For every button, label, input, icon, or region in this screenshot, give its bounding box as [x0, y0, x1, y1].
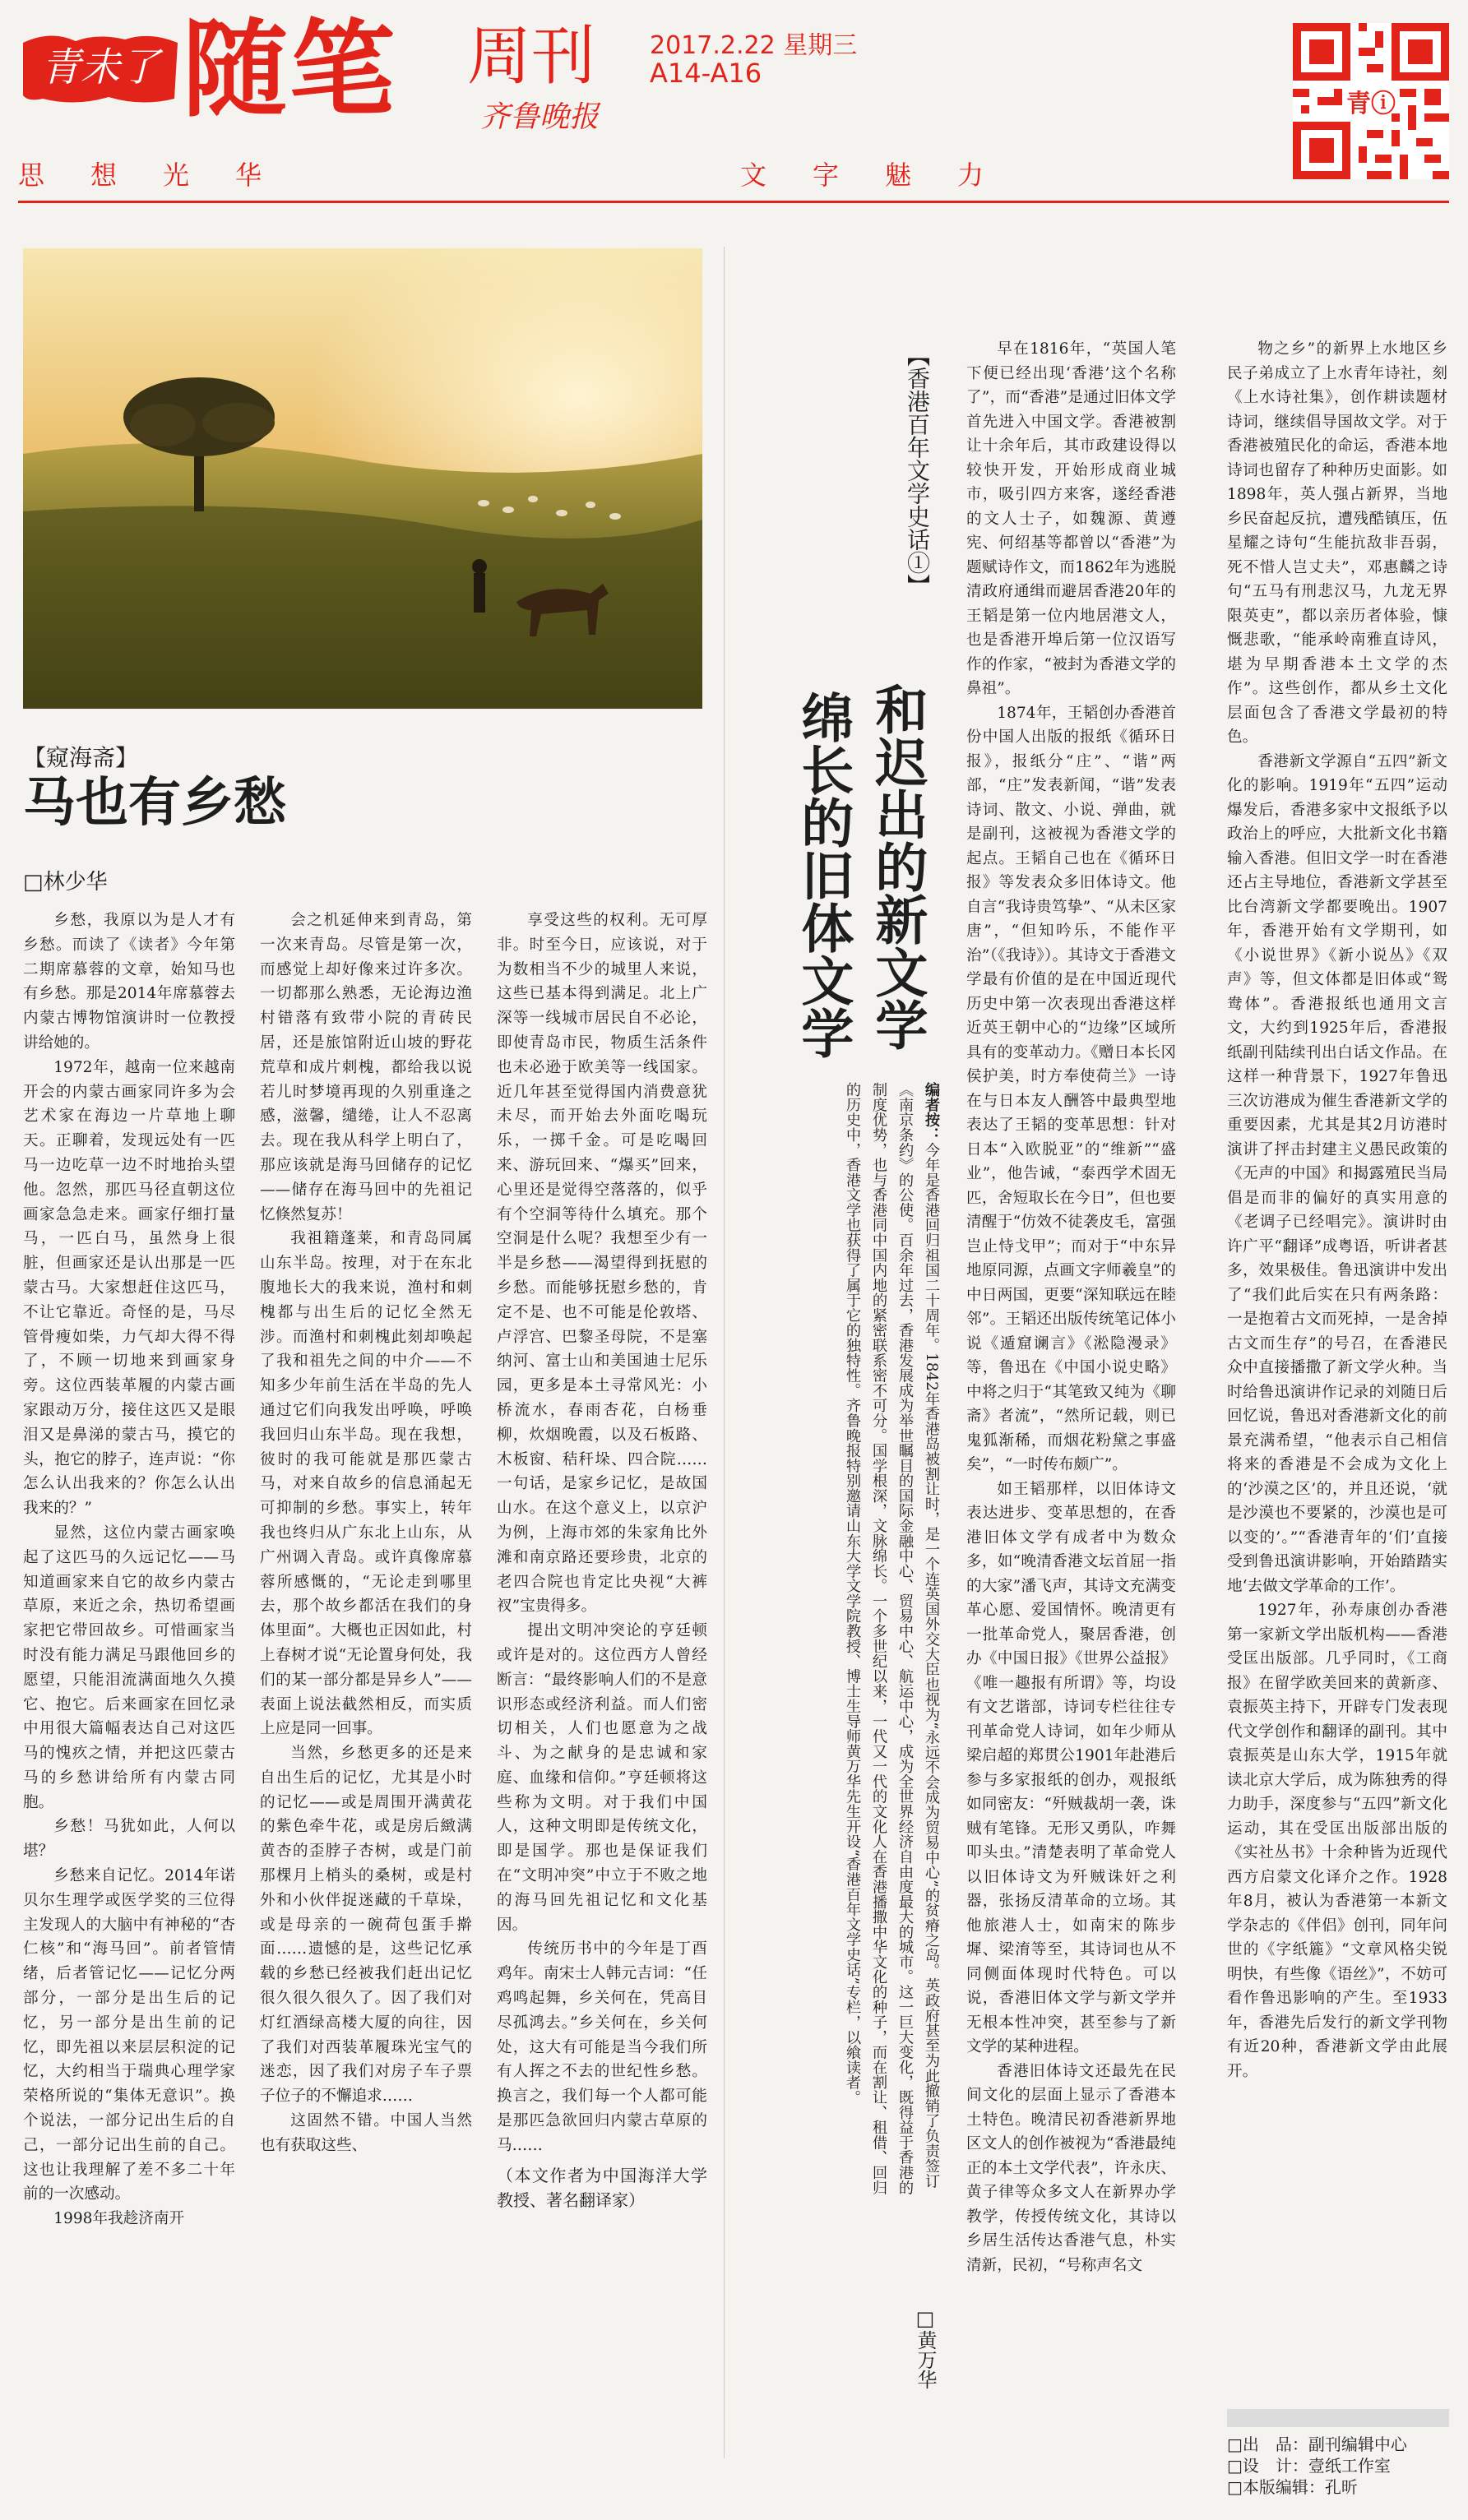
landscape-photo — [23, 248, 702, 709]
article-column-3 — [497, 909, 707, 2213]
slogan-left: 思想光华 — [18, 160, 308, 191]
paragraph: 当然，乡愁更多的还是来自出生后的记忆，尤其是小时的记忆——或是周围开满黄花的紫色牵牛花，或是房后緻满黄杏的歪脖子杏树，或是门前那棵月上梢头的桑树，或是村外和小伙伴捉迷藏的千草垛，或是母亲的一碗荷包蛋手擀面……遗憾的是，这些记忆承载的乡愁已经被我们赶出记忆很久很久很久了。因了我们对灯红酒绿高楼大厦的向往，因了我们对西装革履珠光宝气的迷恋，因了我们对房子车子票子位子的不懈追求…… — [260, 1745, 472, 2106]
right-author: □黄万华 — [914, 2307, 937, 2389]
paragraph: 提出文明冲突论的亨廷顿或许是对的。这位西方人曾经断言：“最终影响人们的不是意识形态或经济利益。而人们密切相关，人们也愿意为之战斗、为之献身的是忠诚和家庭、血缘和信仰。”亨廷顿将这些称为文明。对于我们中国人，这种文明即是传统文化，即是国学。那也是保证我们在“文明冲突”中立于不败之地的海马回先祖记忆和文化基因。 — [497, 1622, 707, 1934]
weekly-label: 周刊 — [467, 20, 596, 94]
paragraph: 1927年，孙寿康创办香港第一家新文学出版机构——香港受匡出版部。几乎同时，《工商报》在留学欧美回来的黄新彦、袁振英主持下，开辟专门发表现代文学创作和翻译的副刊。其中袁振英是山东大学，1915年就读北京大学后，成为陈独秀的得力助手，深度参与“五四”新文化运动，其在受匡出版部出版的《实社丛书》十余种皆为近现代西方启蒙文化译介之作。1928年8月，被认为香港第一本新文学杂志的《伴侣》创刊，同年问世的《字纸簏》“文章风格尖锐明快，有些像《语丝》”，不妨可看作鲁迅影响的产生。至1933年，香港先后发行的新文学刊物有近20种，香港新文学由此展开。 — [1227, 1602, 1447, 2080]
paragraph: 乡愁，我原以为是人才有乡愁。而读了《读者》今年第二期席慕蓉的文章，始知马也有乡愁。那是2014年席慕蓉去内蒙古博物馆演讲时一位教授讲给她的。 — [23, 912, 235, 1052]
paragraph: 1874年，王韬创办香港首份中国人出版的报纸《循环日报》，报纸分“庄”、“谐”两部，“庄”发表新闻，“谐”发表诗词、散文、小说、弹曲，就是副刊，这被视为香港文学的起点。王韬自己也在《循环日报》等发表众多旧体诗文。他自言“我诗贵笃挚”、“从未区家唐”，“但知吟乐，不能作平治”（《我诗》）。其诗文于香港文学最有价值的是在中国近现代历史中第一次表现出香港这样近英王朝中心的“边缘”区域所具有的变革动力。《赠日本长冈侯护美，时方奉使荷兰》一诗在与日本友人酬答中最典型地表达了王韬的变革思想：针对日本“入欧脱亚”的“维新”“盛业”，他告诫，“泰西学术固无匹，舍短取长在今日”，但也要清醒于“仿效不徒袭皮毛，富强岂止恃戈甲”；而对于“中东异地原同源，点画文字师羲皇”的中日两国，更要“深知联远在睦邻”。王韬还出版传统笔记体小说《遁窟谰言》《淞隐漫录》等，鲁迅在《中国小说史略》中将之归于“其笔致又纯为《聊斋》者流”，“然所记载，则已鬼狐渐稀，而烟花粉黛之事盛矣”，“一时传布颇广”。 — [966, 704, 1176, 1473]
editor-label: 编者按： — [923, 1082, 940, 1143]
article-title: 马也有乡愁 — [23, 773, 286, 834]
article-column-5 — [1227, 337, 1447, 2083]
editor-note-text: 今年是香港回归祖国二十周年。1842年香港岛被割让时，是一个连英国外交大臣也视为“永远不会成为贸易中心”的贫瘠之岛。英政府甚至为此撤销了负责签订《南京条约》的公使。百余年过去，香港发展成为举世瞩目的国际金融中心、贸易中心、航运中心，成为全世界经济自由度最大的城市。这一巨大变化，既得益于香港的制度优势，也与香港同中国内地的紧密联系密不可分。国学根深，文脉绵长。一个多世纪以来，一代又一代的文化人在香港播撒中华文化的种子，而在割让、租借、回归的历史中，香港文学也获得了属于它的独特性。齐鲁晚报特别邀请山东大学文学院教授、博士生导师黄万华先生开设“香港百年文学史话”专栏，以飨读者。 — [844, 1082, 940, 2195]
paragraph: 这固然不错。中国人当然也有获取这些、 — [260, 2112, 472, 2154]
paragraph: 香港新文学源自“五四”新文化的影响。1919年“五四”运动爆发后，香港多家中文报纸予以政治上的呼应，大批新文化书籍输入香港。但旧文学一时在香港还占主导地位，香港新文学甚至比台湾新文学都要晚出。1907年，香港开始有文学期刊，如《小说世界》《新小说丛》《双声》等，但文体都是旧体或“鸳鸯体”。香港报纸也通用文言文，大约到1925年后，香港报纸副刊陆续刊出白话文作品。在这样一种背景下，1927年鲁迅三次访港成为催生香港新文学的重要因素，尤其是其2月访港时演讲了抨击封建主义愚民政策的《无声的中国》和揭露殖民当局倡是而非的偏好的真实用意的《老调子已经唱完》。演讲时由许广平“翻译”成粤语，听讲者甚多，效果极佳。鲁迅演讲中发出了“我们此后实在只有两条路：一是抱着古文而死掉，一是舍掉古文而生存”的号召，在香港民众中直接播撒了新文学火种。当时给鲁迅演讲作记录的刘随日后回忆说，鲁迅对香港新文化的前景充满希望，“他表示自己相信将来的香港是不会成为文化上的‘沙漠之区’的，并且还说，‘就是沙漠也不要紧的，沙漠也是可以变的’。”“香港青年的‘们’直接受到鲁迅演讲影响，开始踏踏实地‘去做文学革命的工作’。 — [1227, 752, 1447, 1595]
imprint-line: □出 品：副刊编辑中心 — [1227, 2434, 1407, 2454]
column-tag: 【窥海斋】 — [23, 744, 139, 771]
article-column-1 — [23, 909, 235, 2231]
masthead-rule — [18, 201, 1449, 203]
paragraph: 1972年，越南一位来越南开会的内蒙古画家同许多为会艺术家在海边一片草地上聊天。正聊着，发现远处有一匹马一边吃草一边不时地抬头望他。忽然，那匹马径直朝这位画家急急走来。画家仔细打量马，一匹白马，虽然身上很脏，但画家还是认出那是一匹蒙古马。大家想赶住这匹马，不让它靠近。奇怪的是，马尽管骨瘦如柴，力气却大得不得了，不顾一切地来到画家身旁。这位西装革履的内蒙古画家跟动万分，接住这匹又是眼泪又是鼻涕的蒙古马，摸它的头，抱它的脖子，连声说：“你怎么认出我来的？你怎么认出我来的？” — [23, 1058, 235, 1518]
imprint-line: □设 计：壹纸工作室 — [1227, 2456, 1391, 2476]
paragraph: 乡愁！马犹如此，人何以堪？ — [23, 1818, 235, 1861]
article-column-2 — [260, 909, 472, 2158]
author-note: （本文作者为中国海洋大学教授、著名翻译家） — [497, 2165, 707, 2210]
headline-line-2: 绵长的旧体文学 — [792, 691, 854, 1059]
series-tag: 【香港百年文学史话①】 — [904, 344, 931, 597]
paragraph: 会之机延伸来到青岛，第一次来青岛。尽管是第一次，而感觉上却好像来过许多次。一切都那么熟悉，无论海边渔村错落有致带小院的青砖民居，还是旅馆附近山坡的野花荒草和成片刺槐，都给我以说若儿时梦境再现的久别重逢之感，滋馨，缱绻，让人不忍离去。现在我从科学上明白了，那应该就是海马回储存的记忆——储存在海马回中的先祖记忆倏然复苏！ — [260, 912, 472, 1223]
paragraph: 享受这些的权利。无可厚非。时至今日，应该说，对于为数相当不少的城里人来说，这些已基本得到满足。北上广深等一线城市居民自不必论，即使青岛市民，物质生活条件也未必逊于欧美等一线国家。近几年甚至觉得国内消费意犹未尽，而开始去外面吃喝玩乐，一掷千金。可是吃喝回来、游玩回来、“爆买”回来，心里还是觉得空落落的，似乎有个空洞等待什么填充。那个空洞是什么呢？我想至少有一半是乡愁——渴望得到抚慰的乡愁。而能够抚慰乡愁的，肯定不是、也不可能是伦敦塔、卢浮宫、巴黎圣母院，不是塞纳河、富士山和美国迪士尼乐园，更多是本土寻常风光：小桥流水，春雨杏花，白杨垂柳，炊烟晚霞，以及石板路、木板窗、秸秆垛、四合院……一句话，是家乡记忆，是故国山水。在这个意义上，以京沪为例，上海市郊的朱家角比外滩和南京路还要珍贵，北京的老四合院也肯定比央视“大裤衩”宝贵得多。 — [497, 912, 707, 1616]
paragraph: 如王韬那样，以旧体诗文表达进步、变革思想的，在香港旧体文学有成者中为数众多，如“晚清香港文坛首屈一指的大家”潘飞声，其诗文充满变革心愿、爱国情怀。晚清更有一批革命党人，聚居香港，创办《中国日报》《世界公益报》《唯一趣报有所谓》等，均设有文艺谐部，诗词专栏往往专刊革命党人诗词，如年少师从梁启超的郑贯公1901年赴港后参与多家报纸的创办，观报纸如同密友：“歼贼裁胡一袭，诛贼有笔锋。无形又勇队，咋舞叩头虫。”清楚表明了革命党人以旧体诗文为歼贼诛奸之利器，张扬反清革命的立场。其他旅港人士，如南宋的陈步墀、梁淯等至，其诗词也从不同侧面体现时代特色。可以说，香港旧体文学与新文学并无根本性冲突，甚至参与了新文学的某种进程。 — [966, 1480, 1176, 2055]
paragraph: 早在1816年，“英国人笔下便已经出现‘香港’这个名称了”，而“香港”是通过旧体文学首先进入中国文学。香港被割让十余年后，其市政建设得以较快开发，开始形成商业城市，吸引四方来客，遂经香港的文人士子，如魏源、黄遵宪、何绍基等都曾以“香港”为题赋诗作文，而1862年为逃脱清政府通缉而避居香港20年的王韬是第一位内地居港文人，也是香港开埠后第一位汉语写作的作家，“被封为香港文学的鼻祖”。 — [966, 340, 1176, 697]
paragraph: 物之乡”的新界上水地区乡民子弟成立了上水青年诗社，刻《上水诗社集》，创作耕读题材诗词，继续倡导国故文学。对于香港被殖民化的命运，香港本地诗词也留存了种种历史面影。如1898年，英人强占新界，当地乡民奋起反抗，遭残酷镇压，伍星耀之诗句“生能抗敌非吾弱，死不惜人岂丈夫”，邓惠麟之诗句“五马有刑悲汉马，九龙无界限英吏”，都以亲历者体验，慷慨悲歌，“能承岭南雅直诗风，堪为早期香港本土文学的杰作”。这些创作，都从乡土文化层面包含了香港文学最初的特色。 — [1227, 340, 1447, 746]
imprint-line: □本版编辑：孔昕 — [1227, 2477, 1358, 2497]
brand-seal-logo — [18, 26, 183, 109]
svg-text:青ⓘ: 青ⓘ — [1346, 90, 1396, 118]
svg-text:青未了: 青未了 — [40, 44, 160, 90]
paragraph: 乡愁来自记忆。2014年诺贝尔生理学或医学奖的三位得主发现人的大脑中有神秘的“杏仁核”和“海马回”。前者管情绪，后者管记忆——记忆分两部分，一部分是出生后的记忆，另一部分是出生前的记忆，即先祖以来层层积淀的记忆，大约相当于瑞典心理学家荣格所说的“集体无意识”。换个说法，一部分记出生后的自己，一部分记出生前的自己。这也让我理解了差不多二十年前的一次感动。 — [23, 1867, 235, 2203]
paragraph: 传统历书中的今年是丁酉鸡年。南宋士人韩元吉词：“任鸡鸣起舞，乡关何在，凭高目尽孤鸿去。”乡关何在，乡关何处，这大有可能是当今我们所有人挥之不去的世纪性乡愁。换言之，我们每一个人都可能是那匹急欲回归内蒙古草原的马…… — [497, 1940, 707, 2154]
paper-name: 齐鲁晚报 — [480, 100, 600, 134]
article-column-4 — [966, 337, 1176, 2277]
column-divider — [724, 247, 725, 2458]
slogan-right: 文字魅力 — [740, 160, 1030, 191]
paragraph: 显然，这位内蒙古画家唤起了这匹马的久远记忆——马知道画家来自它的故乡内蒙古草原，来近之余，热切希望画家把它带回故乡。可惜画家当时没有能力满足马跟他回乡的愿望，只能泪流满面地久久摸它、抱它。后来画家在回忆录中用很大篇幅表达自己对这匹马的愧疚之情，并把这匹蒙古马的乡愁讲给所有内蒙古同胞。 — [23, 1524, 235, 1811]
imprint-bar — [1227, 2409, 1449, 2427]
paragraph: 香港旧体诗文还最先在民间文化的层面上显示了香港本土特色。晚清民初香港新界地区文人的创作被视为“香港最纯正的本土文学代表”，许永庆、黄子律等众多文人在新界办学教学，传授传统文化，其诗以乡居生活传达香港气息，朴实清新，民初，“号称声名文 — [966, 2062, 1176, 2274]
issue-date: 2017.2.22 星期三 — [650, 31, 858, 60]
paragraph: 1998年我趁济南开 — [53, 2210, 185, 2228]
section-title: 随笔 — [183, 9, 397, 132]
editor-note — [839, 1082, 944, 2200]
paragraph: 我祖籍蓬莱，和青岛同属山东半岛。按理，对于在东北腹地长大的我来说，渔村和刺槐都与出生后的记忆全然无涉。而渔村和刺槐此刻却唤起了我和祖先之间的中介——不知多少年前生活在半岛的先人通过它们向我发出呼唤，呼唤我回归山东半岛。现在我想，彼时的我可能就是那匹蒙古马，对来自故乡的信息涌起无可抑制的乡愁。事实上，转年我也终归从广东北上山东，从广州调入青岛。或许真像席慕蓉所感慨的，“无论走到哪里去，那个故乡都活在我们的身体里面”。大概也正因如此，村上春树才说“无论置身何处，我们的某一部分都是异乡人”——表面上说法截然相反，而实质上应是同一回事。 — [260, 1230, 472, 1738]
headline-line-1: 和迟出的新文学 — [866, 682, 928, 1051]
byline: □林少华 — [23, 870, 108, 895]
qr-code[interactable] — [1293, 23, 1449, 179]
page-range: A14-A16 — [650, 58, 762, 89]
imprint — [1227, 2434, 1407, 2498]
